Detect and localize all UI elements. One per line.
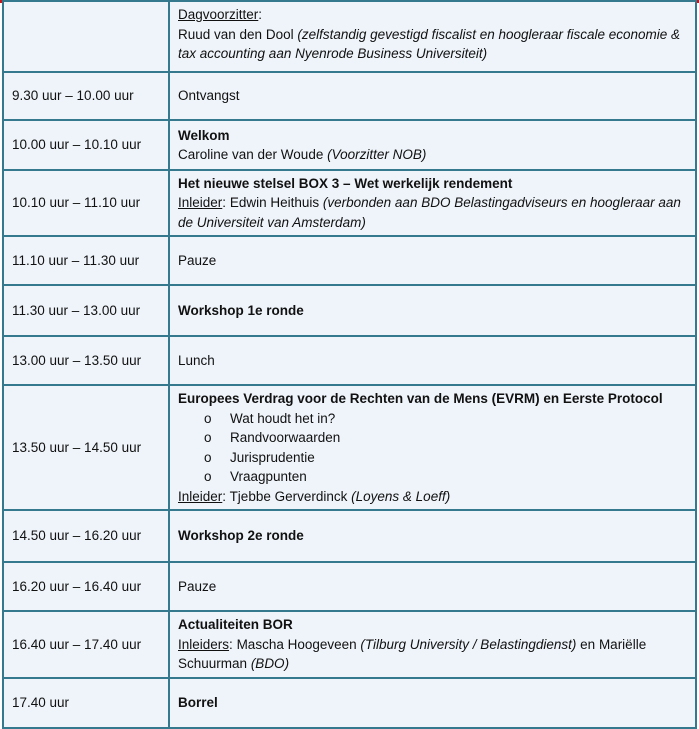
list-item [204,428,687,448]
time-cell: 10.00 uur – 10.10 uur [3,120,169,170]
topic-text: Wat houdt het in? [230,410,336,426]
table-row [3,611,696,678]
session-title: Workshop 1e ronde [169,285,696,336]
time-cell: 17.40 uur [3,678,169,728]
speaker-name: Tjebbe Gerverdinck [229,488,348,504]
time-cell-empty [3,1,169,72]
topic-text: Vraagpunten [230,469,307,484]
speaker-affiliation: (Loyens & Loeff) [351,488,451,504]
session-title: Welkom [178,127,230,143]
speaker-label: Inleider [178,195,223,211]
table-row [3,678,696,728]
speaker-affiliation: (Voorzitter NOB) [327,147,427,162]
circle-bullet-icon: o [204,430,212,445]
time-cell: 9.30 uur – 10.00 uur [3,72,169,120]
speaker-affiliation: (verbonden aan BDO Belastingadviseurs en hoogleraar aan de Universiteit van Amsterdam) [178,195,681,230]
topic-list [178,409,687,487]
circle-bullet-icon: o [204,449,212,465]
circle-bullet-icon: o [204,469,212,484]
session-title: Ontvangst [169,72,696,120]
session-title: Borrel [169,678,696,728]
chairman-name: Ruud van den Dool [178,26,294,42]
session-title: Het nieuwe stelsel BOX 3 – Wet werkelijk rendement [178,175,513,191]
session-cell [169,611,696,678]
speaker-label: Inleiders [178,636,230,652]
session-title: Pauze [169,236,696,285]
speaker-label: Inleider [178,488,223,504]
session-title: Actualiteiten BOR [178,617,293,633]
topic-text: Randvoorwaarden [230,430,341,445]
speaker-label-colon: : [222,488,227,504]
session-cell [169,385,696,510]
speaker-name: Mascha Hoogeveen [236,636,357,652]
table-row [3,170,696,236]
table-row [3,285,696,336]
speaker-name: Edwin Heithuis [229,195,320,211]
table-row [3,236,696,285]
speaker-label-colon: : [229,636,233,652]
chairman-label: Dagvoorzitter [178,7,259,22]
chairman-cell [169,1,696,72]
speaker-name: Mariëlle Schuurman [178,636,647,672]
table-row [3,120,696,170]
circle-bullet-icon: o [204,410,212,426]
speaker-label-colon: : [222,195,227,211]
list-item [204,467,687,487]
session-cell [169,120,696,170]
chairman-affiliation: (zelfstandig gevestigd fiscalist en hoogleraar fiscale economie & tax accounting aan Nyenrode Business Universiteit) [178,26,681,61]
table-row [3,562,696,611]
speaker-name: Caroline van der Woude [178,147,324,162]
table-row [3,1,696,72]
time-cell: 14.50 uur – 16.20 uur [3,510,169,562]
program-schedule-table [2,0,697,729]
speaker-affiliation: (BDO) [250,656,290,672]
topic-text: Jurisprudentie [230,449,315,465]
table-row [3,510,696,562]
chairman-label-colon: : [258,7,263,22]
time-cell: 16.40 uur – 17.40 uur [3,611,169,678]
time-cell: 11.10 uur – 11.30 uur [3,236,169,285]
session-title: Europees Verdrag voor de Rechten van de Mens (EVRM) en Eerste Protocol [178,391,663,406]
table-row [3,72,696,120]
session-title: Workshop 2e ronde [169,510,696,562]
speaker-affiliation: (Tilburg University / Belastingdienst) [360,636,577,652]
list-item [204,448,687,468]
time-cell: 16.20 uur – 16.40 uur [3,562,169,611]
conjunction-text: en [580,636,596,652]
time-cell: 10.10 uur – 11.10 uur [3,170,169,236]
session-title: Pauze [169,562,696,611]
session-cell [169,170,696,236]
session-title: Lunch [169,336,696,385]
list-item [204,409,687,429]
time-cell: 13.50 uur – 14.50 uur [3,385,169,510]
table-row [3,336,696,385]
table-row [3,385,696,510]
time-cell: 13.00 uur – 13.50 uur [3,336,169,385]
time-cell: 11.30 uur – 13.00 uur [3,285,169,336]
